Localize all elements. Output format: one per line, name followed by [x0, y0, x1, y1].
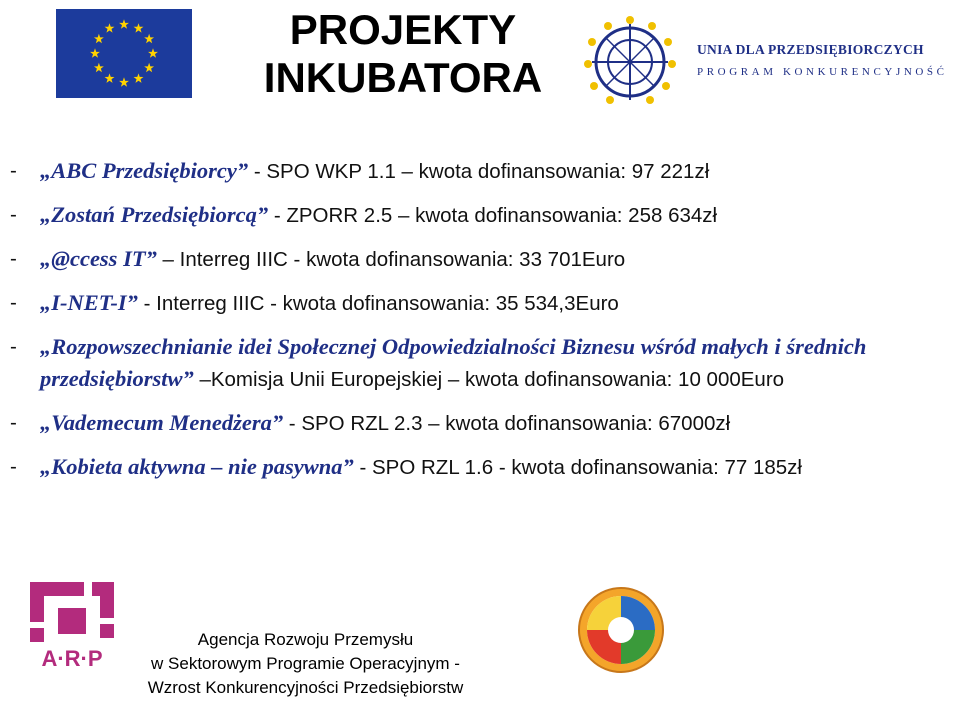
compass-emblem-icon: [570, 0, 700, 122]
page-title: [238, 6, 568, 102]
list-item: - „Rozpowszechnianie idei Społecznej Odpowiedzialności Biznesu wśród małych i średnich przedsiębiorstw” –Komisja Unii Europejskiej – kwota dofinansowania: 10 000Euro: [10, 334, 867, 391]
project-title: „Rozpowszechnianie idei Społecznej Odpowiedzialności Biznesu wśród małych i średnich przedsiębiorstw”: [40, 334, 867, 391]
title-line-2: INKUBATORA: [263, 54, 543, 101]
project-title: „I-NET-I”: [40, 290, 138, 315]
project-details: - SPO RZL 1.6 - kwota dofinansowania: 77 185zł: [353, 456, 802, 479]
list-item: - „ABC Przedsiębiorcy” - SPO WKP 1.1 – kwota dofinansowania: 97 221zł: [10, 158, 710, 183]
partner-name: UNIA DLA PRZEDSIĘBIORCZYCH: [697, 42, 924, 57]
project-title: „Kobieta aktywna – nie pasywna”: [40, 454, 354, 479]
list-item: - „@ccess IT” – Interreg IIIC - kwota dofinansowania: 33 701Euro: [10, 246, 626, 271]
project-title: „Vademecum Menedżera”: [40, 410, 284, 435]
project-details: –Komisja Unii Europejskiej – kwota dofinansowania: 10 000Euro: [193, 368, 785, 391]
project-title: „@ccess IT”: [40, 246, 157, 271]
arp-text: A·R·P: [41, 646, 103, 671]
list-item: - „I-NET-I” - Interreg IIIC - kwota dofinansowania: 35 534,3Euro: [10, 290, 619, 315]
project-details: - Interreg IIIC - kwota dofinansowania: 35 534,3Euro: [137, 292, 619, 315]
footer-line-1: Agencja Rozwoju Przemysłu: [197, 630, 414, 649]
title-line-1: PROJEKTY: [289, 6, 517, 53]
unia-logo: [570, 0, 960, 122]
project-details: - SPO RZL 2.3 – kwota dofinansowania: 67000zł: [283, 412, 731, 435]
list-item: - „Vademecum Menedżera” - SPO RZL 2.3 – kwota dofinansowania: 67000zł: [10, 410, 731, 435]
footer-caption: [113, 628, 498, 700]
footer-line-2: w Sektorowym Programie Operacyjnym -: [151, 654, 460, 673]
project-details: – Interreg IIIC - kwota dofinansowania: 33 701Euro: [156, 248, 626, 271]
project-title: „Zostań Przedsiębiorcą”: [40, 202, 269, 227]
arp-logo: [22, 578, 122, 672]
globe-logo: [576, 585, 666, 675]
project-details: - SPO WKP 1.1 – kwota dofinansowania: 97 221zł: [248, 160, 710, 183]
project-list: [10, 155, 955, 495]
project-details: - ZPORR 2.5 – kwota dofinansowania: 258 634zł: [268, 204, 718, 227]
project-title: „ABC Przedsiębiorcy”: [40, 158, 249, 183]
list-item: - „Zostań Przedsiębiorcą” - ZPORR 2.5 – kwota dofinansowania: 258 634zł: [10, 202, 718, 227]
list-item: - „Kobieta aktywna – nie pasywna” - SPO RZL 1.6 - kwota dofinansowania: 77 185zł: [10, 454, 802, 479]
footer-line-3: Wzrost Konkurencyjności Przedsiębiorstw: [147, 678, 464, 697]
eu-flag-logo: [56, 9, 192, 98]
partner-program: PROGRAM KONKURENCYJNOŚĆ: [697, 66, 948, 78]
